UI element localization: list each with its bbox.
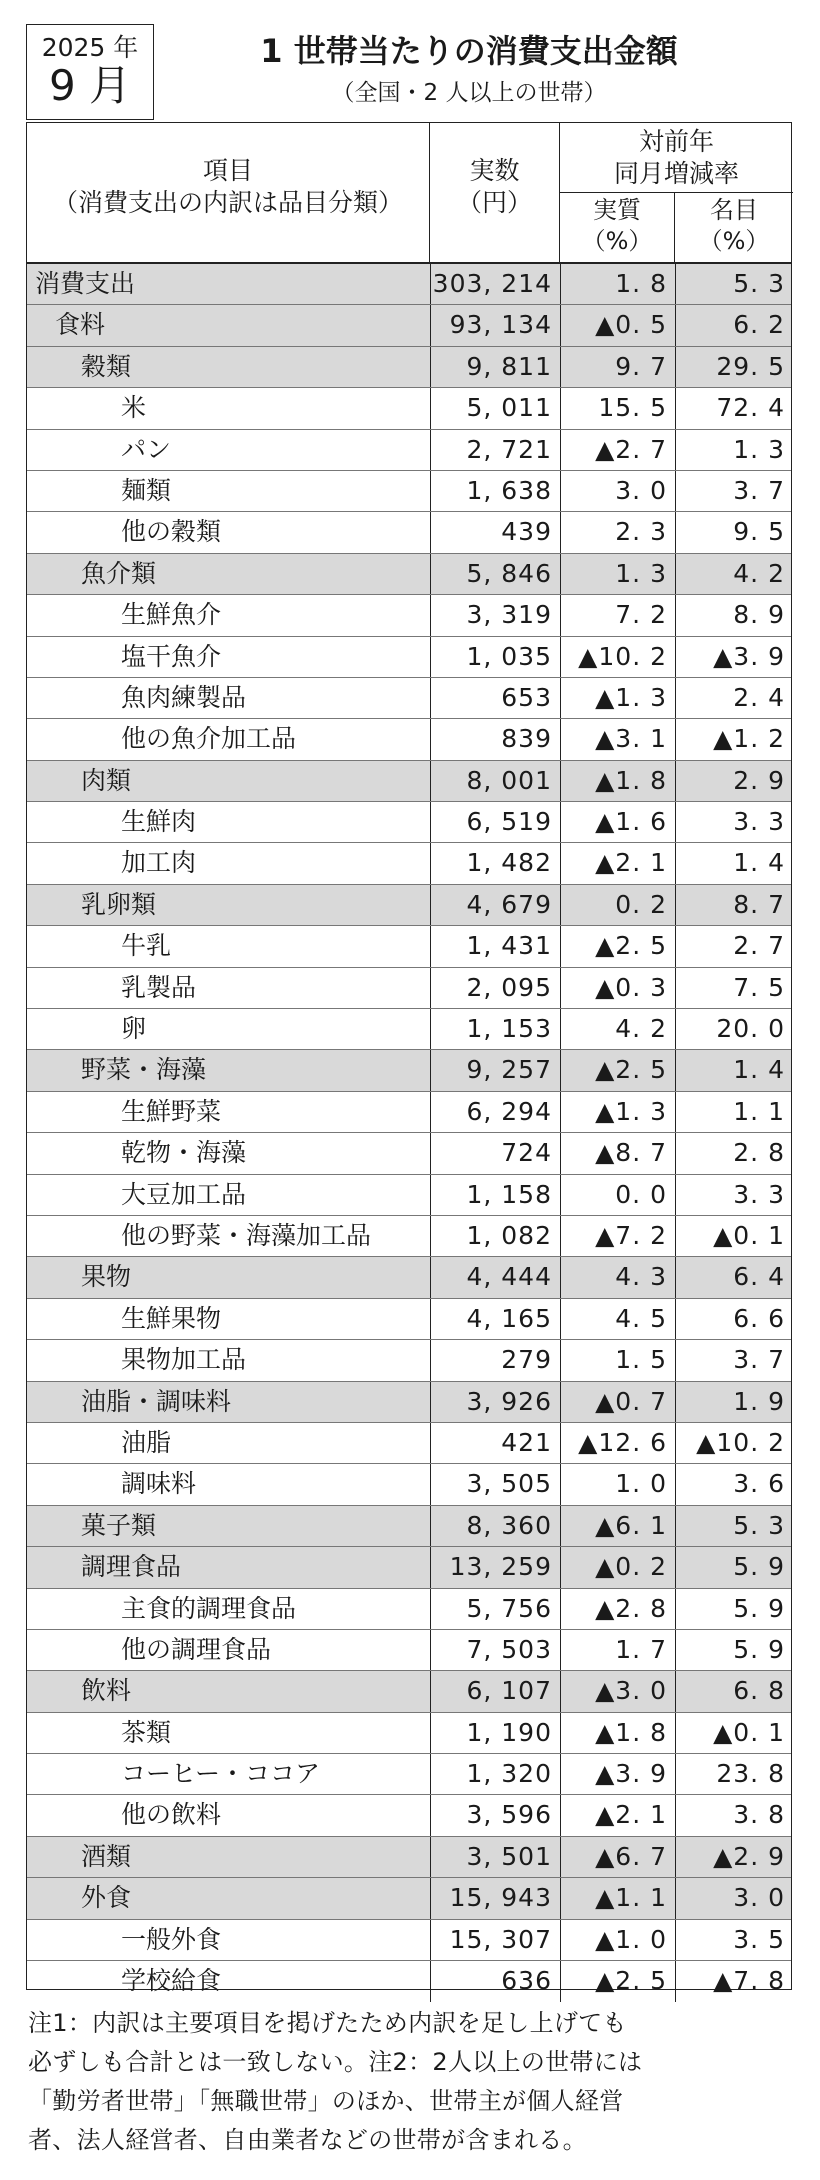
row-amount: 1, 320	[430, 1754, 560, 1794]
table-row	[27, 512, 791, 553]
row-item-name: 外食	[81, 1883, 132, 1913]
row-real-change: ▲1. 6	[560, 802, 675, 842]
table-row	[27, 1837, 791, 1878]
row-nominal-change: 3. 3	[675, 802, 793, 842]
table-row	[27, 1878, 791, 1919]
row-real-change: 15. 5	[560, 388, 675, 428]
row-amount: 724	[430, 1133, 560, 1173]
header-real-label: 実質	[593, 196, 641, 224]
row-item-name: 飲料	[81, 1676, 132, 1706]
table-row	[27, 761, 791, 802]
row-nominal-change: 6. 8	[675, 1671, 793, 1711]
row-item-name: 魚肉練製品	[121, 682, 247, 712]
table-row	[27, 1795, 791, 1836]
row-real-change: 1. 3	[560, 554, 675, 594]
row-nominal-change: 3. 3	[675, 1175, 793, 1215]
header-real	[560, 193, 675, 263]
row-nominal-change: 5. 9	[675, 1589, 793, 1629]
row-nominal-change: ▲1. 2	[675, 719, 793, 759]
table-row	[27, 885, 791, 926]
row-nominal-change: 5. 3	[675, 264, 793, 304]
row-nominal-change: 3. 8	[675, 1795, 793, 1835]
row-item-name: 食料	[55, 310, 106, 340]
table-row	[27, 471, 791, 512]
table-row	[27, 1382, 791, 1423]
table-row	[27, 1257, 791, 1298]
row-item-name: 茶類	[121, 1717, 172, 1747]
row-real-change: 2. 3	[560, 512, 675, 552]
row-amount: 1, 153	[430, 1009, 560, 1049]
row-amount: 421	[430, 1423, 560, 1463]
table-row	[27, 388, 791, 429]
row-nominal-change: 23. 8	[675, 1754, 793, 1794]
header-item-label: 項目	[202, 156, 253, 185]
row-nominal-change: 9. 5	[675, 512, 793, 552]
row-nominal-change: ▲3. 9	[675, 637, 793, 677]
table-row	[27, 595, 791, 636]
row-nominal-change: 2. 4	[675, 678, 793, 718]
row-nominal-change: 1. 3	[675, 430, 793, 470]
row-nominal-change: 72. 4	[675, 388, 793, 428]
footnote-line: 必ずしも合計とは一致しない。注2：2人以上の世帯には	[28, 2048, 643, 2076]
row-nominal-change: 8. 9	[675, 595, 793, 635]
table-row	[27, 968, 791, 1009]
table-row	[27, 1009, 791, 1050]
row-nominal-change: 6. 4	[675, 1257, 793, 1297]
row-nominal-change: 5. 9	[675, 1547, 793, 1587]
row-item-name: 他の飲料	[121, 1800, 222, 1830]
row-real-change: 1. 5	[560, 1340, 675, 1380]
row-amount: 5, 756	[430, 1589, 560, 1629]
row-nominal-change: 2. 7	[675, 926, 793, 966]
row-amount: 2, 721	[430, 430, 560, 470]
row-real-change: ▲8. 7	[560, 1133, 675, 1173]
row-item-name: 消費支出	[35, 269, 136, 298]
table-row	[27, 264, 791, 305]
table-row	[27, 1092, 791, 1133]
row-item-name: 他の魚介加工品	[121, 724, 297, 754]
row-item-name: コーヒー・ココア	[121, 1759, 321, 1789]
table-row	[27, 1216, 791, 1257]
row-amount: 4, 165	[430, 1299, 560, 1339]
table-row	[27, 1589, 791, 1630]
row-real-change: 4. 2	[560, 1009, 675, 1049]
date-month: 9 月	[48, 61, 132, 110]
row-amount: 13, 259	[430, 1547, 560, 1587]
row-real-change: 1. 7	[560, 1630, 675, 1670]
row-nominal-change: ▲2. 9	[675, 1837, 793, 1877]
row-nominal-change: 7. 5	[675, 968, 793, 1008]
row-item-name: 乾物・海藻	[121, 1138, 247, 1168]
row-amount: 3, 501	[430, 1837, 560, 1877]
table-row	[27, 1133, 791, 1174]
row-nominal-change: 1. 4	[675, 1050, 793, 1090]
row-amount: 6, 107	[430, 1671, 560, 1711]
header-amount-unit: （円）	[456, 188, 532, 217]
row-amount: 6, 294	[430, 1092, 560, 1132]
date-box	[26, 24, 154, 120]
row-real-change: 4. 5	[560, 1299, 675, 1339]
row-real-change: ▲1. 8	[560, 1713, 675, 1753]
row-item-name: 調理食品	[81, 1552, 182, 1582]
row-amount: 439	[430, 512, 560, 552]
row-real-change: 7. 2	[560, 595, 675, 635]
row-nominal-change: ▲0. 1	[675, 1216, 793, 1256]
row-item-name: 果物加工品	[121, 1345, 247, 1375]
row-real-change: 1. 8	[560, 264, 675, 304]
row-real-change: 0. 2	[560, 885, 675, 925]
row-item-name: 酒類	[81, 1841, 132, 1871]
row-amount: 3, 505	[430, 1464, 560, 1504]
row-real-change: ▲2. 5	[560, 926, 675, 966]
row-amount: 4, 444	[430, 1257, 560, 1297]
table-body	[27, 264, 791, 2002]
row-real-change: ▲2. 1	[560, 1795, 675, 1835]
header-item-note: （消費支出の内訳は品目分類）	[52, 188, 403, 217]
row-real-change: ▲1. 3	[560, 1092, 675, 1132]
row-amount: 1, 638	[430, 471, 560, 511]
table-row	[27, 1671, 791, 1712]
footnote-line: 注1：内訳は主要項目を掲げたため内訳を足し上げても	[28, 2009, 627, 2037]
table-row	[27, 1754, 791, 1795]
row-nominal-change: ▲0. 1	[675, 1713, 793, 1753]
row-item-name: 他の調理食品	[121, 1634, 272, 1664]
page-subtitle: （全国・2 人以上の世帯）	[331, 80, 607, 106]
row-real-change: ▲1. 0	[560, 1920, 675, 1960]
table-row	[27, 678, 791, 719]
row-real-change: 1. 0	[560, 1464, 675, 1504]
page-title: 1 世帯当たりの消費支出金額	[260, 32, 678, 70]
row-real-change: ▲2. 5	[560, 1961, 675, 2002]
row-amount: 1, 431	[430, 926, 560, 966]
table-row	[27, 1464, 791, 1505]
header-item	[27, 123, 430, 263]
table-row	[27, 843, 791, 884]
row-amount: 15, 307	[430, 1920, 560, 1960]
table-row	[27, 637, 791, 678]
header-yoy-line1: 対前年	[638, 127, 714, 156]
row-item-name: 穀類	[81, 351, 132, 381]
row-nominal-change: 1. 4	[675, 843, 793, 883]
row-real-change: ▲2. 7	[560, 430, 675, 470]
row-real-change: ▲0. 3	[560, 968, 675, 1008]
row-item-name: 麺類	[121, 475, 172, 505]
row-item-name: 他の穀類	[121, 517, 222, 547]
row-amount: 4, 679	[430, 885, 560, 925]
table-row	[27, 1340, 791, 1381]
row-nominal-change: 2. 8	[675, 1133, 793, 1173]
row-item-name: 加工肉	[121, 848, 197, 878]
row-real-change: ▲2. 8	[560, 1589, 675, 1629]
header-nominal-label: 名目	[710, 196, 758, 224]
row-item-name: 卵	[121, 1014, 147, 1044]
row-nominal-change: 5. 9	[675, 1630, 793, 1670]
table-row	[27, 802, 791, 843]
row-nominal-change: 1. 9	[675, 1382, 793, 1422]
row-real-change: 9. 7	[560, 347, 675, 387]
row-item-name: 他の野菜・海藻加工品	[121, 1220, 372, 1250]
row-nominal-change: 3. 7	[675, 1340, 793, 1380]
row-real-change: ▲0. 5	[560, 305, 675, 345]
header-yoy-line2: 同月増減率	[613, 159, 739, 188]
row-item-name: 生鮮魚介	[121, 600, 222, 630]
header-yoy	[560, 123, 793, 193]
row-item-name: 乳製品	[121, 972, 197, 1002]
row-item-name: 果物	[81, 1262, 132, 1292]
row-amount: 1, 082	[430, 1216, 560, 1256]
row-real-change: 0. 0	[560, 1175, 675, 1215]
row-item-name: 生鮮肉	[121, 807, 197, 837]
row-nominal-change: 2. 9	[675, 761, 793, 801]
table-row	[27, 1630, 791, 1671]
row-amount: 1, 035	[430, 637, 560, 677]
table-row	[27, 554, 791, 595]
table-row	[27, 430, 791, 471]
row-item-name: 塩干魚介	[121, 641, 222, 671]
row-real-change: ▲2. 5	[560, 1050, 675, 1090]
row-nominal-change: 6. 2	[675, 305, 793, 345]
row-item-name: 生鮮果物	[121, 1303, 222, 1333]
row-real-change: ▲7. 2	[560, 1216, 675, 1256]
table-row	[27, 347, 791, 388]
row-nominal-change: ▲7. 8	[675, 1961, 793, 2002]
row-real-change: ▲6. 7	[560, 1837, 675, 1877]
row-nominal-change: 8. 7	[675, 885, 793, 925]
row-real-change: ▲3. 0	[560, 1671, 675, 1711]
row-amount: 6, 519	[430, 802, 560, 842]
table-row	[27, 1920, 791, 1961]
row-real-change: ▲12. 6	[560, 1423, 675, 1463]
row-real-change: ▲2. 1	[560, 843, 675, 883]
table-row	[27, 1506, 791, 1547]
row-item-name: 調味料	[121, 1469, 197, 1499]
row-amount: 9, 257	[430, 1050, 560, 1090]
row-nominal-change: 3. 7	[675, 471, 793, 511]
row-item-name: 一般外食	[121, 1924, 222, 1954]
row-amount: 8, 001	[430, 761, 560, 801]
row-nominal-change: 29. 5	[675, 347, 793, 387]
row-amount: 7, 503	[430, 1630, 560, 1670]
expenditure-table	[26, 122, 792, 1996]
row-amount: 653	[430, 678, 560, 718]
row-amount: 9, 811	[430, 347, 560, 387]
row-item-name: 肉類	[81, 765, 132, 795]
row-amount: 1, 190	[430, 1713, 560, 1753]
footnotes	[28, 2004, 792, 2160]
header-nominal-unit: （%）	[698, 227, 770, 255]
row-amount: 5, 846	[430, 554, 560, 594]
table-row	[27, 719, 791, 760]
row-item-name: パン	[121, 434, 172, 464]
table-row	[27, 1175, 791, 1216]
table-row	[27, 1961, 791, 2002]
row-nominal-change: 3. 5	[675, 1920, 793, 1960]
row-item-name: 学校給食	[121, 1966, 222, 1996]
row-amount: 5, 011	[430, 388, 560, 428]
row-amount: 636	[430, 1961, 560, 2002]
table-row	[27, 1299, 791, 1340]
row-amount: 2, 095	[430, 968, 560, 1008]
header-nominal	[675, 193, 793, 263]
table-row	[27, 1547, 791, 1588]
row-amount: 303, 214	[430, 264, 560, 304]
row-item-name: 主食的調理食品	[121, 1593, 297, 1623]
row-item-name: 菓子類	[81, 1510, 157, 1540]
row-item-name: 魚介類	[81, 558, 157, 588]
footnote-line: 「勤労者世帯」「無職世帯」のほか、世帯主が個人経営	[28, 2087, 624, 2115]
row-amount: 1, 482	[430, 843, 560, 883]
row-item-name: 生鮮野菜	[121, 1096, 222, 1126]
row-item-name: 牛乳	[121, 931, 172, 961]
footnote-line: 者、法人経営者、自由業者などの世帯が含まれる。	[28, 2126, 587, 2154]
row-real-change: ▲6. 1	[560, 1506, 675, 1546]
date-year: 2025 年	[41, 33, 139, 62]
row-real-change: ▲0. 2	[560, 1547, 675, 1587]
row-real-change: ▲0. 7	[560, 1382, 675, 1422]
row-real-change: ▲3. 9	[560, 1754, 675, 1794]
row-amount: 3, 596	[430, 1795, 560, 1835]
row-item-name: 大豆加工品	[121, 1179, 247, 1209]
table-row	[27, 1423, 791, 1464]
table-row	[27, 1050, 791, 1091]
row-real-change: ▲1. 1	[560, 1878, 675, 1918]
row-amount: 15, 943	[430, 1878, 560, 1918]
row-amount: 839	[430, 719, 560, 759]
row-nominal-change: 6. 6	[675, 1299, 793, 1339]
row-nominal-change: ▲10. 2	[675, 1423, 793, 1463]
row-item-name: 乳卵類	[81, 889, 157, 919]
row-item-name: 米	[121, 393, 147, 423]
row-real-change: ▲10. 2	[560, 637, 675, 677]
row-amount: 3, 319	[430, 595, 560, 635]
row-amount: 279	[430, 1340, 560, 1380]
row-real-change: ▲1. 8	[560, 761, 675, 801]
row-nominal-change: 1. 1	[675, 1092, 793, 1132]
header-real-unit: （%）	[581, 227, 653, 255]
row-nominal-change: 3. 0	[675, 1878, 793, 1918]
row-real-change: 3. 0	[560, 471, 675, 511]
row-real-change: ▲3. 1	[560, 719, 675, 759]
row-amount: 8, 360	[430, 1506, 560, 1546]
row-nominal-change: 4. 2	[675, 554, 793, 594]
table-row	[27, 305, 791, 346]
table-row	[27, 1713, 791, 1754]
row-nominal-change: 3. 6	[675, 1464, 793, 1504]
row-nominal-change: 20. 0	[675, 1009, 793, 1049]
table-row	[27, 926, 791, 967]
row-nominal-change: 5. 3	[675, 1506, 793, 1546]
header-amount-label: 実数	[469, 156, 520, 185]
row-item-name: 油脂・調味料	[81, 1386, 232, 1416]
header-amount	[430, 123, 560, 263]
row-amount: 3, 926	[430, 1382, 560, 1422]
row-real-change: ▲1. 3	[560, 678, 675, 718]
row-amount: 1, 158	[430, 1175, 560, 1215]
row-amount: 93, 134	[430, 305, 560, 345]
row-real-change: 4. 3	[560, 1257, 675, 1297]
row-item-name: 野菜・海藻	[81, 1055, 207, 1085]
row-item-name: 油脂	[121, 1427, 172, 1457]
